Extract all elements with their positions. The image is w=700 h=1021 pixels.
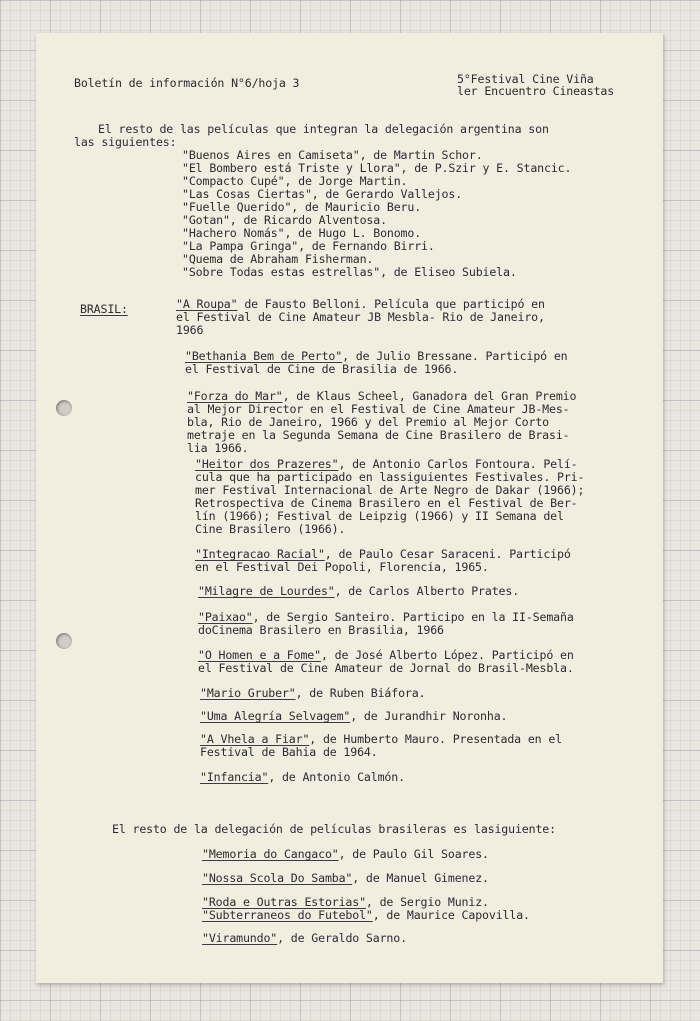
film-credit: , de Manuel Gimenez. (352, 871, 489, 885)
argentina-film: "Hachero Nomás", de Hugo L. Bonomo. (182, 226, 422, 240)
film-title: "A Vhela a Fiar" (200, 732, 310, 746)
punch-hole-top (56, 400, 72, 416)
brasil-entry-line (176, 298, 545, 310)
film-credit: , de Humberto Mauro. Presentada en el (309, 732, 562, 746)
film-title: "Subterraneos do Futebol" (202, 908, 373, 922)
argentina-film: "El Bombero está Triste y Llora", de P.Szir y E. Stancic. (182, 161, 572, 175)
film-title: "Bethania Bem de Perto" (185, 349, 343, 363)
brasil-entry-line: Cine Brasilero (1966). (195, 522, 346, 536)
argentina-intro-2: las siguientes: (74, 135, 177, 149)
argentina-film: "Las Cosas Ciertas", de Gerardo Vallejos. (182, 187, 463, 201)
film-credit: , de Jurandhir Noronha. (350, 709, 508, 723)
film-title: "Mario Gruber" (200, 686, 296, 700)
film-credit: , de Julio Bressane. Participó en (342, 349, 568, 363)
header-left: Boletín de información N°6/hoja 3 (74, 76, 300, 90)
brasil-rest-intro: El resto de la delegación de películas brasileras es lasiguiente: (112, 822, 556, 836)
film-title: "O Homen e a Fome" (198, 648, 321, 662)
argentina-film: "Buenos Aires en Camiseta", de Martin Schor. (182, 148, 483, 162)
film-title: "Uma Alegría Selvagem" (200, 709, 351, 723)
film-credit: , de José Alberto López. Participó en (320, 648, 574, 662)
film-title: "Memoria do Cangaco" (202, 847, 339, 861)
film-title: "A Roupa" (176, 297, 238, 311)
brasil-entry-line (200, 710, 507, 722)
brasil-entry-line: al Mejor Director en el Festival de Cine Amateur JB-Mes- (187, 402, 570, 416)
film-credit: , de Maurice Capovilla. (372, 908, 530, 922)
brasil-entry-line: Festival de Bahia de 1964. (200, 745, 378, 759)
brasil-entry-line: metraje en la Segunda Semana de Cine Brasilero de Brasi- (187, 428, 570, 442)
brasil-entry-line (187, 390, 576, 402)
brasil-entry-line: doCinema Brasilero en Brasilia, 1966 (198, 623, 444, 637)
film-credit: , de Antonio Carlos Fontoura. Pelí- (338, 457, 578, 471)
brasil-entry-line (198, 585, 519, 597)
brasil-entry-line (195, 548, 571, 560)
film-credit: , de Carlos Alberto Prates. (334, 584, 520, 598)
brasil-entry-line: el Festival de Cine de Brasilia de 1966. (185, 362, 459, 376)
punch-hole-bottom (56, 633, 72, 649)
brasil-label: BRASIL: (80, 302, 128, 316)
brasil-entry-line (198, 649, 574, 661)
brasil-rest-entry (202, 932, 407, 944)
film-title: "Viramundo" (202, 931, 278, 945)
brasil-entry-line: el Festival de Cine Amateur de Jornal do Brasil-Mesbla. (198, 661, 574, 675)
brasil-entry-line (200, 733, 562, 745)
film-title: "Infancia" (200, 770, 269, 784)
film-credit: , de Sergio Muniz. (365, 895, 489, 909)
brasil-entry-line: lia 1966. (187, 441, 249, 455)
header-right-festival: 5°Festival Cine Viña (457, 72, 594, 86)
film-credit: , de Paulo Gil Soares. (338, 847, 489, 861)
brasil-entry-line: mer Festival Internacional de Arte Negro de Dakar (1966); (195, 483, 585, 497)
brasil-entry-line (198, 611, 574, 623)
film-credit: , de Sergio Santeiro. Participo en la II-Semaña (252, 610, 574, 624)
film-title: "Integracao Racial" (195, 547, 325, 561)
argentina-film: "Sobre Todas estas estrellas", de Eliseo Subiela. (182, 265, 517, 279)
brasil-entry-line (200, 687, 425, 699)
film-credit: , de Ruben Biáfora. (295, 686, 426, 700)
brasil-entry-line: cula que ha participado en lassiguientes Festivales. Pri- (195, 470, 585, 484)
film-title: "Milagre de Lourdes" (198, 584, 335, 598)
brasil-entry-line: Retrospectiva de Cinema Brasilero en el Festival de Ber- (195, 496, 578, 510)
film-title: "Heitor dos Prazeres" (195, 457, 339, 471)
brasil-rest-entry (202, 872, 489, 884)
argentina-intro-1: El resto de las películas que integran la delegación argentina son (98, 122, 549, 136)
film-title: "Roda e Outras Estorias" (202, 895, 366, 909)
header-right-encuentro: ler Encuentro Cineastas (457, 84, 615, 98)
brasil-entry-line: lín (1966); Festival de Leipzig (1966) y II Semana del (195, 509, 564, 523)
brasil-entry-line: bla, Rio de Janeiro, 1966 y del Premio al Mejor Corto (187, 415, 549, 429)
film-credit: , de Geraldo Sarno. (277, 931, 407, 945)
film-title: "Nossa Scola Do Samba" (202, 871, 353, 885)
brasil-entry-line: en el Festival Dei Popoli, Florencia, 1965. (195, 560, 489, 574)
brasil-rest-entry (202, 909, 530, 921)
argentina-film: "Fuelle Querido", de Mauricio Beru. (182, 200, 422, 214)
argentina-film: "Gotan", de Ricardo Alventosa. (182, 213, 387, 227)
argentina-film: "Compacto Cupé", de Jorge Martin. (182, 174, 408, 188)
brasil-rest-entry (202, 896, 489, 908)
film-credit: de Fausto Belloni. Película que participó en (237, 297, 545, 311)
brasil-entry-line: 1966 (176, 323, 204, 337)
film-title: "Paixao" (198, 610, 253, 624)
film-title: "Forza do Mar" (187, 389, 283, 403)
brasil-rest-entry (202, 848, 489, 860)
argentina-film: "La Pampa Gringa", de Fernando Birri. (182, 239, 435, 253)
brasil-entry-line (185, 350, 568, 362)
brasil-entry-line (200, 771, 405, 783)
film-credit: , de Paulo Cesar Saraceni. Participó (324, 547, 571, 561)
brasil-entry-line (195, 458, 578, 470)
document-page (36, 33, 663, 983)
film-credit: , de Antonio Calmón. (268, 770, 405, 784)
film-credit: , de Klaus Scheel, Ganadora del Gran Premio (282, 389, 577, 403)
argentina-film: "Quema de Abraham Fisherman. (182, 252, 374, 266)
brasil-entry-line: el Festival de Cine Amateur JB Mesbla- Rio de Janeiro, (176, 310, 545, 324)
